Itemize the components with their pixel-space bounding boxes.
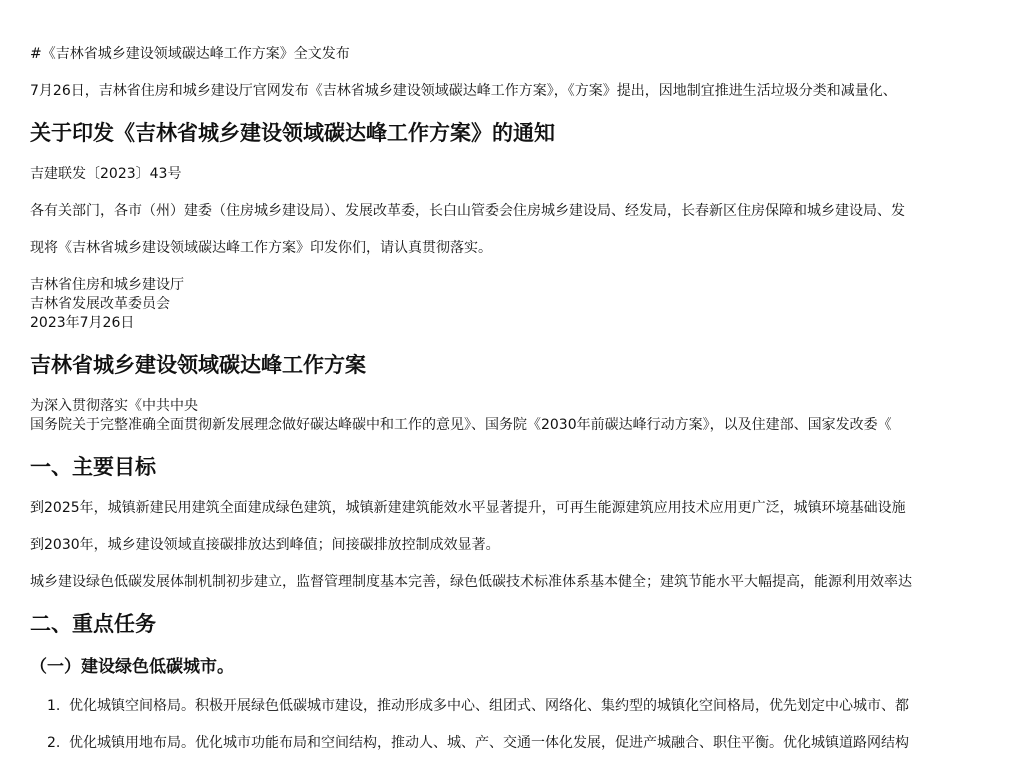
plan-title: 吉林省城乡建设领域碳达峰工作方案 [30, 353, 366, 377]
notice-body: 现将《吉林省城乡建设领域碳达峰工作方案》印发你们，请认真贯彻落实。 [30, 240, 492, 256]
hashtag-line[interactable]: #《吉林省城乡建设领域碳达峰工作方案》全文发布 [30, 46, 350, 62]
signature-line: 吉林省住房和城乡建设厅 [30, 277, 184, 293]
goal-paragraph: 到2030年，城乡建设领域直接碳排放达到峰值；间接碳排放控制成效显著。 [30, 537, 500, 553]
list-item-number: 2. [47, 735, 61, 751]
goal-paragraph: 城乡建设绿色低碳发展体制机制初步建立，监督管理制度基本完善，绿色低碳技术标准体系基本健全；建筑节能水平大幅提高，能源利用效率达 [30, 574, 912, 590]
signature-date: 2023年7月26日 [30, 315, 135, 331]
goal-paragraph: 到2025年，城镇新建民用建筑全面建成绿色建筑，城镇新建建筑能效水平显著提升，可再生能源建筑应用技术应用更广泛，城镇环境基础设施 [30, 500, 906, 516]
list-item-text: 优化城镇用地布局。优化城市功能布局和空间结构，推动人、城、产、交通一体化发展，促进产城融合、职住平衡。优化城镇道路网结构 [69, 735, 909, 751]
section-heading: 一、主要目标 [30, 455, 156, 479]
signature-line: 吉林省发展改革委员会 [30, 296, 170, 312]
addressees-paragraph: 各有关部门，各市（州）建委（住房城乡建设局）、发展改革委，长白山管委会住房城乡建设局、经发局，长春新区住房保障和城乡建设局、发 [30, 203, 905, 219]
intro-paragraph: 7月26日，吉林省住房和城乡建设厅官网发布《吉林省城乡建设领域碳达峰工作方案》，《方案》提出，因地制宜推进生活垃圾分类和减量化、 [30, 83, 897, 99]
section-heading: 二、重点任务 [30, 612, 156, 636]
preamble-line: 为深入贯彻落实《中共中央 [30, 398, 198, 414]
subsection-heading: （一）建设绿色低碳城市。 [30, 657, 234, 677]
doc-number: 吉建联发〔2023〕43号 [30, 166, 182, 182]
list-item-text: 优化城镇空间格局。积极开展绿色低碳城市建设，推动形成多中心、组团式、网络化、集约型的城镇化空间格局，优先划定中心城市、都 [69, 698, 909, 714]
list-item-number: 1. [47, 698, 61, 714]
notice-title: 关于印发《吉林省城乡建设领域碳达峰工作方案》的通知 [30, 121, 555, 145]
preamble-line: 国务院关于完整准确全面贯彻新发展理念做好碳达峰碳中和工作的意见》、国务院《2030年前碳达峰行动方案》，以及住建部、国家发改委《 [30, 417, 892, 433]
